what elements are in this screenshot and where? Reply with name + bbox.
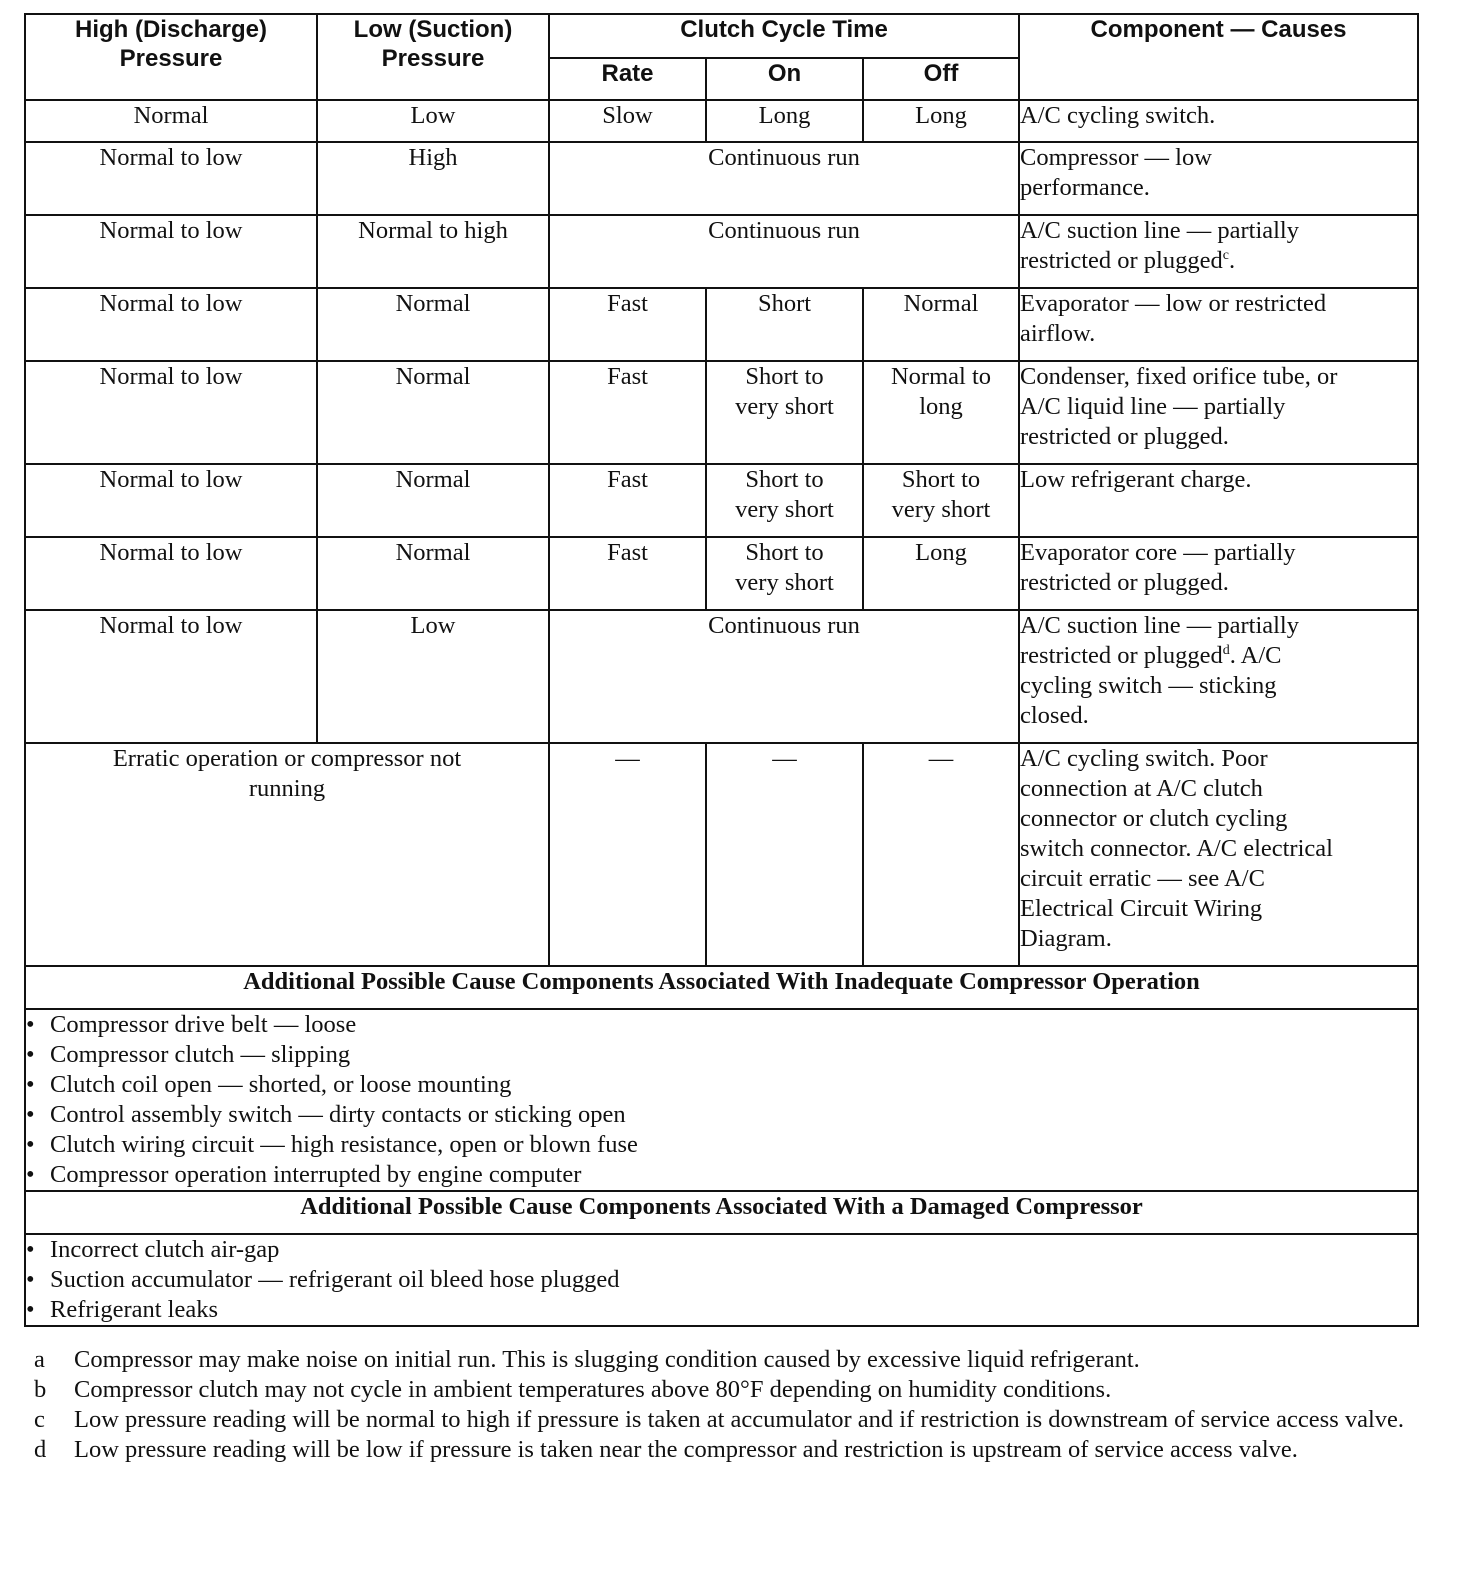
section-list-row [25, 1234, 1418, 1326]
footnote-d: d Low pressure reading will be low if pressure is taken near the compressor and restriction is upstream of service access valve. [34, 1436, 1298, 1463]
table-row [25, 288, 1418, 361]
table-row-erratic [25, 743, 1418, 966]
table-row [25, 361, 1418, 464]
cell-off: Long [863, 100, 1019, 142]
list-item: • Refrigerant leaks [26, 1296, 219, 1323]
section-list-damaged [25, 1234, 1418, 1326]
footnote-ref-c: c [1222, 247, 1229, 263]
footnote-ref-d: d [1222, 642, 1230, 658]
cell-on: Short to very short [706, 361, 863, 464]
list-item: • Control assembly switch — dirty contacts or sticking open [26, 1101, 626, 1128]
section-list-inadequate [25, 1009, 1418, 1191]
footnotes [24, 1345, 1417, 1465]
cell-rate: Slow [549, 100, 706, 142]
cell-high-pressure: Normal to low [25, 610, 317, 743]
cell-high-pressure: Normal to low [25, 288, 317, 361]
cell-rate: Fast [549, 537, 706, 610]
section-title-inadequate: Additional Possible Cause Components Associated With Inadequate Compressor Operation [25, 966, 1418, 1009]
cell-on: Long [706, 100, 863, 142]
cell-high-pressure: Normal to low [25, 464, 317, 537]
diagnosis-document [24, 13, 1417, 1465]
cell-erratic-operation: Erratic operation or compressor not running [25, 743, 549, 966]
cell-off: Long [863, 537, 1019, 610]
cell-cause: A/C suction line — partially restricted or plugged$^d$. A/C cycling switch — sticking closed. [1019, 610, 1418, 743]
footnote-c: c Low pressure reading will be normal to high if pressure is taken at accumulator and if restriction is downstream of service access valve. [34, 1406, 1405, 1433]
list-item: • Incorrect clutch air-gap [26, 1236, 280, 1263]
header-high-pressure: High (Discharge) Pressure [25, 14, 317, 100]
cell-cause: Low refrigerant charge. [1019, 464, 1418, 537]
diagnosis-table [24, 13, 1419, 1327]
cell-rate: Fast [549, 361, 706, 464]
cell-high-pressure: Normal to low [25, 215, 317, 288]
cell-on: Short to very short [706, 464, 863, 537]
list-item: • Clutch wiring circuit — high resistance, open or blown fuse [26, 1131, 638, 1158]
cell-on: Short to very short [706, 537, 863, 610]
cell-cause: Condenser, fixed orifice tube, or A/C liquid line — partially restricted or plugged. [1019, 361, 1418, 464]
cell-cause: A/C cycling switch. Poor connection at A/C clutch connector or clutch cycling switch connector. A/C electrical circuit erratic — see A/C Electrical Circuit Wiring Diagram. [1019, 743, 1418, 966]
cell-off: — [863, 743, 1019, 966]
table-row [25, 610, 1418, 743]
cell-on: Short [706, 288, 863, 361]
table-row [25, 142, 1418, 215]
cell-high-pressure: Normal [25, 100, 317, 142]
cell-rate: — [549, 743, 706, 966]
list-item: • Compressor operation interrupted by engine computer [26, 1161, 582, 1188]
list-item: • Compressor clutch — slipping [26, 1041, 351, 1068]
header-clutch-cycle-time: Clutch Cycle Time [549, 14, 1019, 58]
cell-cause: Evaporator — low or restricted airflow. [1019, 288, 1418, 361]
cell-low-pressure: Low [317, 100, 549, 142]
cell-on: — [706, 743, 863, 966]
cell-cause: Evaporator core — partially restricted or plugged. [1019, 537, 1418, 610]
cell-continuous-run: Continuous run [549, 610, 1019, 743]
cell-low-pressure: Normal [317, 361, 549, 464]
section-list-row [25, 1009, 1418, 1191]
cell-continuous-run: Continuous run [549, 142, 1019, 215]
header-rate: Rate [549, 58, 706, 100]
list-item: • Suction accumulator — refrigerant oil bleed hose plugged [26, 1266, 620, 1293]
cell-high-pressure: Normal to low [25, 142, 317, 215]
cell-high-pressure: Normal to low [25, 537, 317, 610]
cell-low-pressure: Normal [317, 464, 549, 537]
header-off: Off [863, 58, 1019, 100]
header-low-pressure: Low (Suction) Pressure [317, 14, 549, 100]
footnote-a: a Compressor may make noise on initial run. This is slugging condition caused by excessive liquid refrigerant. [34, 1346, 1140, 1373]
cell-off: Normal to long [863, 361, 1019, 464]
table-row [25, 464, 1418, 537]
header-component-causes: Component — Causes [1019, 14, 1418, 100]
section-title-damaged: Additional Possible Cause Components Associated With a Damaged Compressor [25, 1191, 1418, 1234]
cell-high-pressure: Normal to low [25, 361, 317, 464]
footnote-b: b Compressor clutch may not cycle in ambient temperatures above 80°F depending on humidity conditions. [34, 1376, 1112, 1403]
list-item: • Clutch coil open — shorted, or loose mounting [26, 1071, 512, 1098]
section-header-row [25, 966, 1418, 1009]
cell-cause: Compressor — low performance. [1019, 142, 1418, 215]
cell-low-pressure: High [317, 142, 549, 215]
cell-low-pressure: Normal [317, 288, 549, 361]
cell-cause: A/C cycling switch. [1019, 100, 1418, 142]
table-row [25, 100, 1418, 142]
cell-low-pressure: Low [317, 610, 549, 743]
cell-low-pressure: Normal [317, 537, 549, 610]
cell-continuous-run: Continuous run [549, 215, 1019, 288]
section-header-row [25, 1191, 1418, 1234]
cell-low-pressure: Normal to high [317, 215, 549, 288]
list-item: • Compressor drive belt — loose [26, 1011, 357, 1038]
cell-cause: A/C suction line — partially restricted or plugged$^c$. [1019, 215, 1418, 288]
cell-off: Normal [863, 288, 1019, 361]
cell-off: Short to very short [863, 464, 1019, 537]
table-row [25, 215, 1418, 288]
cell-rate: Fast [549, 288, 706, 361]
table-row [25, 537, 1418, 610]
cell-rate: Fast [549, 464, 706, 537]
header-on: On [706, 58, 863, 100]
